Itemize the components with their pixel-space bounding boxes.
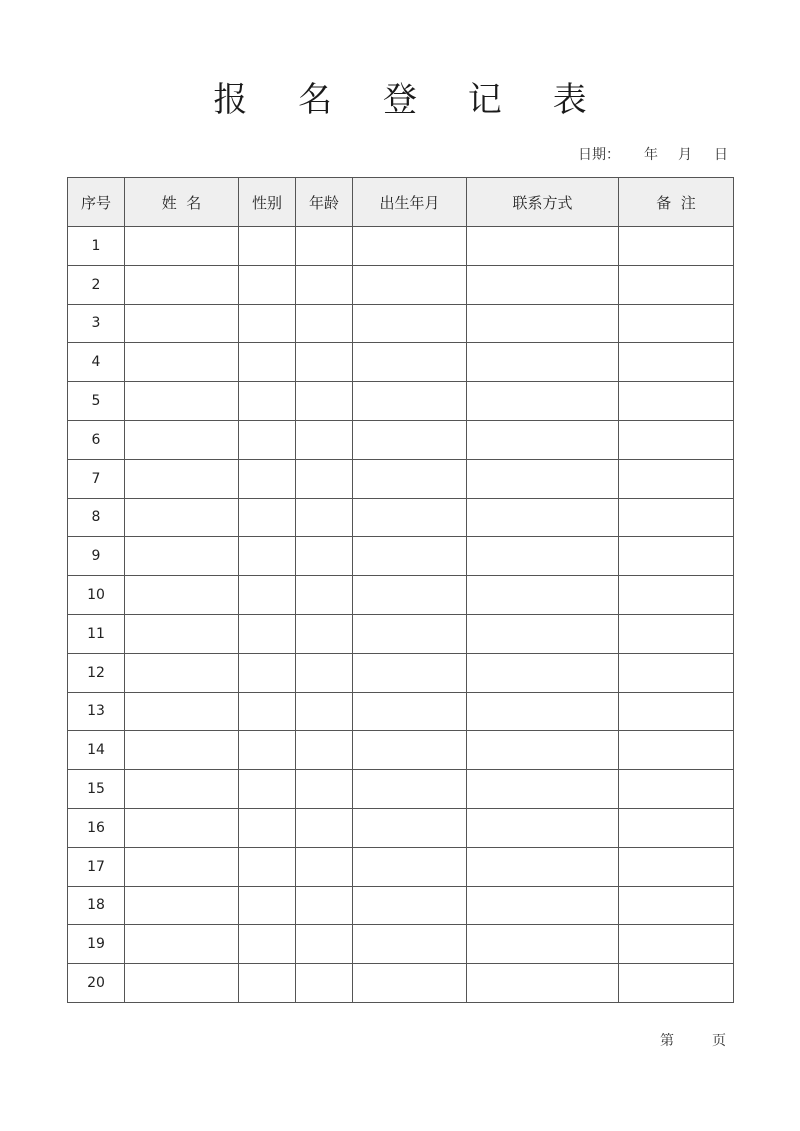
- table-row: [68, 808, 734, 847]
- cell-gender[interactable]: [239, 731, 296, 770]
- cell-remarks[interactable]: [619, 265, 734, 304]
- cell-name[interactable]: [125, 343, 239, 382]
- table-row: [68, 692, 734, 731]
- cell-contact[interactable]: [467, 304, 619, 343]
- cell-birth-date[interactable]: [353, 343, 467, 382]
- cell-contact[interactable]: [467, 925, 619, 964]
- header-birth-date: 出生年月: [353, 178, 467, 227]
- table-row: [68, 459, 734, 498]
- cell-remarks[interactable]: [619, 459, 734, 498]
- cell-gender[interactable]: [239, 770, 296, 809]
- cell-gender[interactable]: [239, 614, 296, 653]
- cell-name[interactable]: [125, 614, 239, 653]
- table-row: [68, 537, 734, 576]
- cell-gender[interactable]: [239, 420, 296, 459]
- cell-serial-number: 2: [68, 265, 125, 304]
- cell-contact[interactable]: [467, 343, 619, 382]
- cell-remarks[interactable]: [619, 886, 734, 925]
- cell-remarks[interactable]: [619, 614, 734, 653]
- cell-age[interactable]: [296, 498, 353, 537]
- cell-serial-number: 14: [68, 731, 125, 770]
- cell-birth-date[interactable]: [353, 382, 467, 421]
- cell-gender[interactable]: [239, 227, 296, 266]
- cell-gender[interactable]: [239, 459, 296, 498]
- cell-gender[interactable]: [239, 576, 296, 615]
- cell-gender[interactable]: [239, 537, 296, 576]
- table-row: [68, 847, 734, 886]
- cell-name[interactable]: [125, 886, 239, 925]
- cell-birth-date[interactable]: [353, 304, 467, 343]
- cell-birth-date[interactable]: [353, 808, 467, 847]
- table-row: [68, 964, 734, 1003]
- cell-name[interactable]: [125, 382, 239, 421]
- table-row: [68, 731, 734, 770]
- cell-contact[interactable]: [467, 653, 619, 692]
- cell-contact[interactable]: [467, 770, 619, 809]
- cell-age[interactable]: [296, 731, 353, 770]
- table-row: [68, 576, 734, 615]
- cell-contact[interactable]: [467, 498, 619, 537]
- cell-remarks[interactable]: [619, 576, 734, 615]
- cell-name[interactable]: [125, 576, 239, 615]
- table-row: [68, 343, 734, 382]
- date-line: [578, 144, 738, 164]
- cell-name[interactable]: [125, 498, 239, 537]
- cell-name[interactable]: [125, 925, 239, 964]
- table-row: [68, 614, 734, 653]
- table-row: [68, 265, 734, 304]
- cell-remarks[interactable]: [619, 498, 734, 537]
- cell-contact[interactable]: [467, 614, 619, 653]
- cell-name[interactable]: [125, 265, 239, 304]
- cell-contact[interactable]: [467, 459, 619, 498]
- cell-birth-date[interactable]: [353, 692, 467, 731]
- cell-contact[interactable]: [467, 265, 619, 304]
- cell-remarks[interactable]: [619, 964, 734, 1003]
- cell-age[interactable]: [296, 770, 353, 809]
- cell-age[interactable]: [296, 886, 353, 925]
- cell-name[interactable]: [125, 420, 239, 459]
- cell-name[interactable]: [125, 964, 239, 1003]
- cell-birth-date[interactable]: [353, 653, 467, 692]
- cell-age[interactable]: [296, 847, 353, 886]
- cell-gender[interactable]: [239, 304, 296, 343]
- cell-birth-date[interactable]: [353, 964, 467, 1003]
- cell-birth-date[interactable]: [353, 459, 467, 498]
- table-row: [68, 304, 734, 343]
- cell-age[interactable]: [296, 576, 353, 615]
- cell-birth-date[interactable]: [353, 498, 467, 537]
- cell-birth-date[interactable]: [353, 770, 467, 809]
- cell-age[interactable]: [296, 459, 353, 498]
- cell-gender[interactable]: [239, 382, 296, 421]
- cell-serial-number: 16: [68, 808, 125, 847]
- cell-name[interactable]: [125, 847, 239, 886]
- cell-age[interactable]: [296, 304, 353, 343]
- header-gender: 性别: [239, 178, 296, 227]
- footer-page-suffix: 页: [712, 1033, 726, 1049]
- cell-name[interactable]: [125, 459, 239, 498]
- cell-serial-number: 18: [68, 886, 125, 925]
- cell-serial-number: 15: [68, 770, 125, 809]
- cell-serial-number: 17: [68, 847, 125, 886]
- cell-remarks[interactable]: [619, 537, 734, 576]
- table-row: [68, 886, 734, 925]
- table-row: [68, 925, 734, 964]
- cell-gender[interactable]: [239, 925, 296, 964]
- cell-remarks[interactable]: [619, 382, 734, 421]
- page-footer: [660, 1030, 740, 1050]
- cell-serial-number: 6: [68, 420, 125, 459]
- header-serial-number: 序号: [68, 178, 125, 227]
- cell-age[interactable]: [296, 653, 353, 692]
- cell-birth-date[interactable]: [353, 731, 467, 770]
- cell-age[interactable]: [296, 420, 353, 459]
- cell-serial-number: 12: [68, 653, 125, 692]
- cell-gender[interactable]: [239, 653, 296, 692]
- cell-gender[interactable]: [239, 808, 296, 847]
- cell-gender[interactable]: [239, 692, 296, 731]
- cell-birth-date[interactable]: [353, 847, 467, 886]
- cell-remarks[interactable]: [619, 808, 734, 847]
- cell-remarks[interactable]: [619, 420, 734, 459]
- cell-contact[interactable]: [467, 808, 619, 847]
- cell-serial-number: 3: [68, 304, 125, 343]
- cell-serial-number: 9: [68, 537, 125, 576]
- cell-remarks[interactable]: [619, 731, 734, 770]
- date-day-label: 日: [714, 147, 728, 163]
- cell-serial-number: 8: [68, 498, 125, 537]
- cell-serial-number: 5: [68, 382, 125, 421]
- table-row: [68, 382, 734, 421]
- table-row: [68, 770, 734, 809]
- cell-age[interactable]: [296, 925, 353, 964]
- cell-age[interactable]: [296, 265, 353, 304]
- cell-contact[interactable]: [467, 731, 619, 770]
- date-month-label: 月: [678, 147, 692, 163]
- cell-birth-date[interactable]: [353, 537, 467, 576]
- cell-name[interactable]: [125, 692, 239, 731]
- header-remarks: 备 注: [619, 178, 734, 227]
- cell-serial-number: 4: [68, 343, 125, 382]
- cell-contact[interactable]: [467, 692, 619, 731]
- cell-birth-date[interactable]: [353, 925, 467, 964]
- cell-name[interactable]: [125, 653, 239, 692]
- cell-name[interactable]: [125, 227, 239, 266]
- cell-gender[interactable]: [239, 847, 296, 886]
- cell-contact[interactable]: [467, 964, 619, 1003]
- table-row: [68, 227, 734, 266]
- cell-remarks[interactable]: [619, 227, 734, 266]
- cell-remarks[interactable]: [619, 925, 734, 964]
- cell-birth-date[interactable]: [353, 576, 467, 615]
- cell-gender[interactable]: [239, 265, 296, 304]
- cell-birth-date[interactable]: [353, 614, 467, 653]
- cell-remarks[interactable]: [619, 343, 734, 382]
- table-body: [68, 227, 734, 1003]
- registration-table: [67, 177, 734, 1003]
- cell-contact[interactable]: [467, 227, 619, 266]
- cell-birth-date[interactable]: [353, 227, 467, 266]
- cell-remarks[interactable]: [619, 653, 734, 692]
- cell-gender[interactable]: [239, 498, 296, 537]
- cell-contact[interactable]: [467, 576, 619, 615]
- cell-age[interactable]: [296, 537, 353, 576]
- cell-name[interactable]: [125, 537, 239, 576]
- cell-contact[interactable]: [467, 382, 619, 421]
- header-contact: 联系方式: [467, 178, 619, 227]
- cell-contact[interactable]: [467, 847, 619, 886]
- cell-serial-number: 1: [68, 227, 125, 266]
- table-row: [68, 420, 734, 459]
- footer-page-prefix: 第: [660, 1033, 674, 1049]
- cell-contact[interactable]: [467, 420, 619, 459]
- cell-age[interactable]: [296, 808, 353, 847]
- header-age: 年龄: [296, 178, 353, 227]
- cell-gender[interactable]: [239, 964, 296, 1003]
- cell-age[interactable]: [296, 692, 353, 731]
- cell-gender[interactable]: [239, 343, 296, 382]
- table-row: [68, 653, 734, 692]
- cell-birth-date[interactable]: [353, 265, 467, 304]
- cell-remarks[interactable]: [619, 692, 734, 731]
- cell-remarks[interactable]: [619, 847, 734, 886]
- cell-serial-number: 7: [68, 459, 125, 498]
- cell-name[interactable]: [125, 304, 239, 343]
- cell-name[interactable]: [125, 731, 239, 770]
- table-row: [68, 498, 734, 537]
- cell-birth-date[interactable]: [353, 886, 467, 925]
- header-name: 姓 名: [125, 178, 239, 227]
- cell-serial-number: 20: [68, 964, 125, 1003]
- cell-serial-number: 13: [68, 692, 125, 731]
- date-year-label: 年: [644, 147, 658, 163]
- cell-contact[interactable]: [467, 537, 619, 576]
- cell-age[interactable]: [296, 614, 353, 653]
- cell-name[interactable]: [125, 808, 239, 847]
- cell-birth-date[interactable]: [353, 420, 467, 459]
- page-title: 报 名 登 记 表: [213, 80, 607, 120]
- cell-remarks[interactable]: [619, 304, 734, 343]
- cell-serial-number: 19: [68, 925, 125, 964]
- cell-age[interactable]: [296, 382, 353, 421]
- cell-age[interactable]: [296, 964, 353, 1003]
- cell-gender[interactable]: [239, 886, 296, 925]
- cell-contact[interactable]: [467, 886, 619, 925]
- date-label: 日期：: [578, 147, 620, 163]
- cell-age[interactable]: [296, 343, 353, 382]
- cell-age[interactable]: [296, 227, 353, 266]
- cell-name[interactable]: [125, 770, 239, 809]
- table-header-row: [68, 178, 734, 227]
- cell-serial-number: 11: [68, 614, 125, 653]
- cell-remarks[interactable]: [619, 770, 734, 809]
- cell-serial-number: 10: [68, 576, 125, 615]
